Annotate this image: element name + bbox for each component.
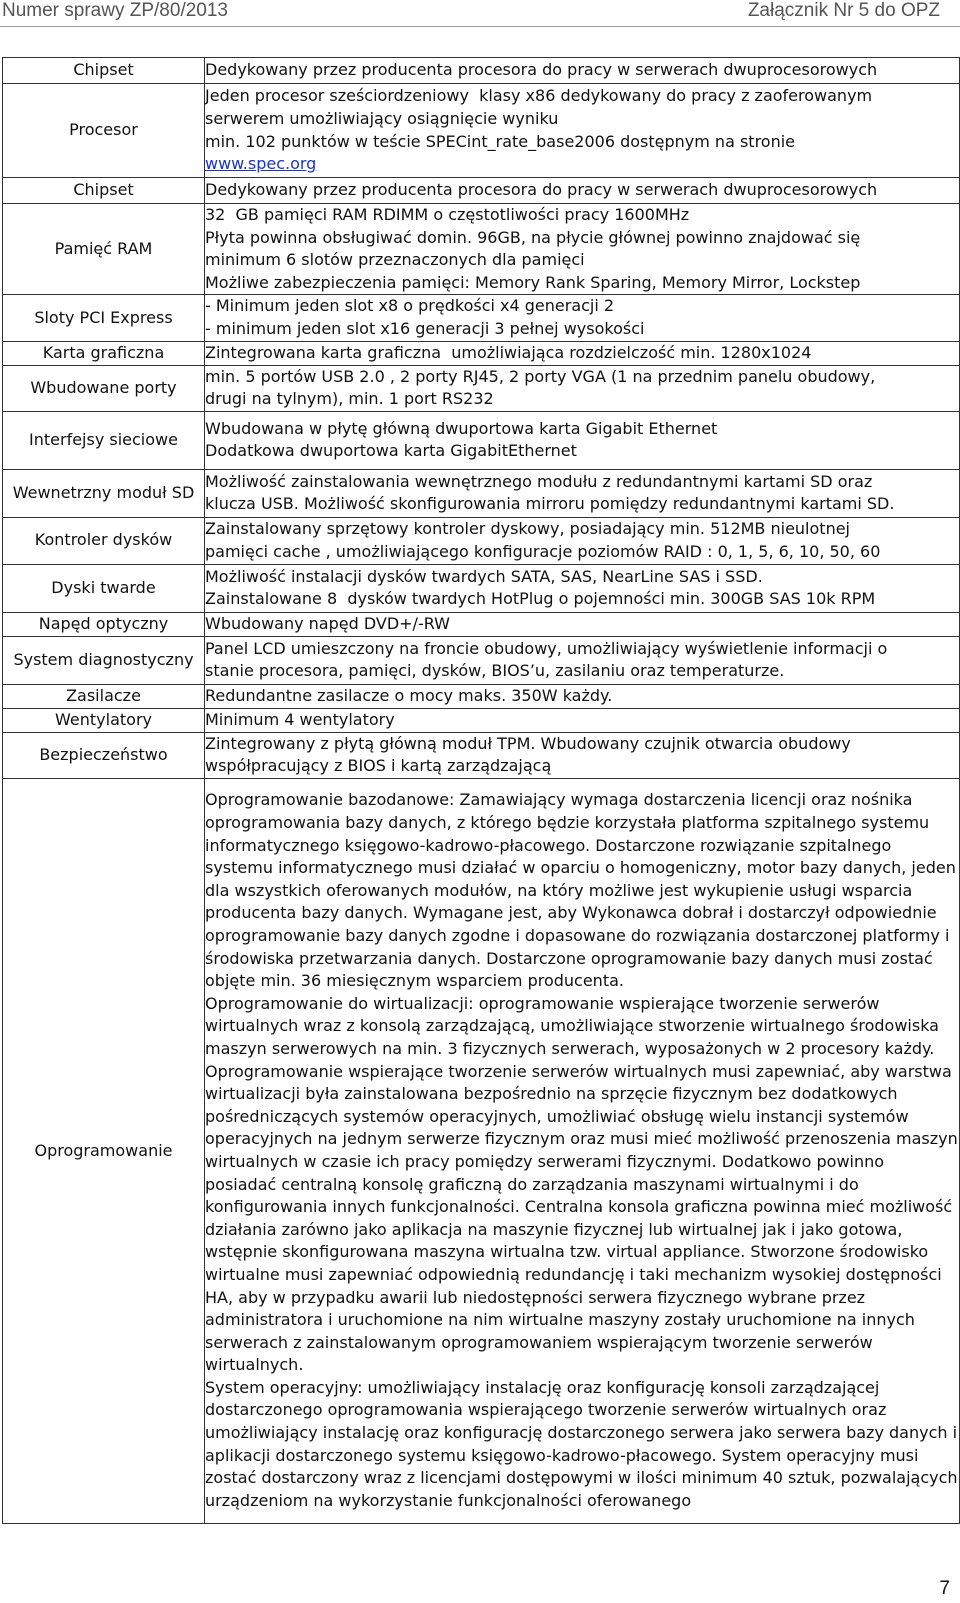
table-row <box>3 517 960 564</box>
value-line: współpracujący z BIOS i kartą zarządzającą <box>205 756 552 776</box>
value-line: Jeden procesor sześciordzeniowy klasy x86 dedykowany do pracy z zaoferowanym <box>205 86 873 106</box>
row-value <box>205 708 960 732</box>
table-row <box>3 612 960 636</box>
row-label: Wbudowane porty <box>3 365 205 411</box>
table-row <box>3 684 960 708</box>
value-line: klucza USB. Możliwość skonfigurowania mirroru pomiędzy redundantnymi kartami SD. <box>205 494 895 514</box>
value-line: Panel LCD umieszczony na froncie obudowy, umożliwiający wyświetlenie informacji o <box>205 638 888 658</box>
value-line: Redundantne zasilacze o mocy maks. 350W każdy. <box>205 685 613 705</box>
row-label: Karta graficzna <box>3 341 205 365</box>
row-label: Napęd optyczny <box>3 612 205 636</box>
value-line: Zintegrowany z płytą główną moduł TPM. Wbudowany czujnik otwarcia obudowy <box>205 733 851 753</box>
value-line: - Minimum jeden slot x8 o prędkości x4 generacji 2 <box>205 296 615 316</box>
value-line: Zainstalowane 8 dysków twardych HotPlug o pojemności min. 300GB SAS 10k RPM <box>205 589 876 609</box>
row-label: Kontroler dysków <box>3 517 205 564</box>
value-line: pamięci cache , umożliwiającego konfiguracje poziomów RAID : 0, 1, 5, 6, 10, 50, 60 <box>205 541 881 561</box>
table-row <box>3 469 960 517</box>
value-line: Możliwość instalacji dysków twardych SATA, SAS, NearLine SAS i SSD. <box>205 566 763 586</box>
spec-website-link[interactable]: www.spec.org <box>205 154 317 174</box>
row-label: Dyski twarde <box>3 564 205 612</box>
table-row <box>3 365 960 411</box>
row-value <box>205 365 960 411</box>
value-line: serwerem umożliwiający osiągnięcie wyniku <box>205 108 559 128</box>
value-line: min. 5 portów USB 2.0 , 2 porty RJ45, 2 porty VGA (1 na przednim panelu obudowy, <box>205 366 876 386</box>
table-row <box>3 341 960 365</box>
row-label: Zasilacze <box>3 684 205 708</box>
table-row <box>3 636 960 684</box>
row-label: Sloty PCI Express <box>3 295 205 341</box>
table-row <box>3 58 960 84</box>
value-line: Minimum 4 wentylatory <box>205 709 395 729</box>
value-line: Wbudowana w płytę główną dwuportowa karta Gigabit Ethernet <box>205 418 718 438</box>
row-value <box>205 469 960 517</box>
row-label: Interfejsy sieciowe <box>3 411 205 469</box>
row-label: Pamięć RAM <box>3 204 205 295</box>
row-value <box>205 636 960 684</box>
row-label: System diagnostyczny <box>3 636 205 684</box>
value-line: Możliwe zabezpieczenia pamięci: Memory Rank Sparing, Memory Mirror, Lockstep <box>205 272 861 292</box>
row-value <box>205 732 960 778</box>
row-value <box>205 612 960 636</box>
value-paragraph: System operacyjny: umożliwiający instalację oraz konfigurację konsoli zarządzającej dostarczonego oprogramowania wspierającego tworzenie serwerów wirtualnych oraz umożliwiający instalację oraz konfigurację dostarczonego serwera jako serwera bazy danych i aplikacji dostarczonego systemu księgowo-kadrowo-płacowego. System operacyjny musi zostać dostarczony wraz z licencjami dostępowymi w ilości minimum 40 sztuk, pozwalających urządzeniom na wykorzystanie funkcjonalności oferowanego <box>205 1377 958 1510</box>
row-value <box>205 178 960 204</box>
header-case-number: Numer sprawy ZP/80/2013 <box>2 0 228 21</box>
table-row <box>3 178 960 204</box>
table-row <box>3 564 960 612</box>
value-line: Dedykowany przez producenta procesora do pracy w serwerach dwuprocesorowych <box>205 60 878 80</box>
table-row <box>3 411 960 469</box>
row-label: Chipset <box>3 58 205 84</box>
table-row <box>3 295 960 341</box>
value-line: Możliwość zainstalowania wewnętrznego modułu z redundantnymi kartami SD oraz <box>205 471 873 491</box>
value-line: Płyta powinna obsługiwać domin. 96GB, na płycie głównej powinno znajdować się <box>205 227 861 247</box>
value-line: Dedykowany przez producenta procesora do pracy w serwerach dwuprocesorowych <box>205 180 878 200</box>
row-value <box>205 517 960 564</box>
row-value <box>205 58 960 84</box>
row-value <box>205 295 960 341</box>
table-row <box>3 778 960 1523</box>
table-row <box>3 732 960 778</box>
table-row <box>3 204 960 295</box>
value-line: Zintegrowana karta graficzna umożliwiająca rozdzielczość min. 1280x1024 <box>205 342 812 362</box>
value-line: min. 102 punktów w teście SPECint_rate_base2006 dostępnym na stronie <box>205 131 796 151</box>
row-label: Wewnetrzny moduł SD <box>3 469 205 517</box>
row-value <box>205 564 960 612</box>
row-label: Wentylatory <box>3 708 205 732</box>
page-number: 7 <box>939 1578 950 1599</box>
row-value <box>205 204 960 295</box>
value-line: - minimum jeden slot x16 generacji 3 pełnej wysokości <box>205 318 645 338</box>
value-line: drugi na tylnym), min. 1 port RS232 <box>205 389 494 409</box>
header-divider <box>0 26 960 27</box>
row-value <box>205 684 960 708</box>
value-line: 32 GB pamięci RAM RDIMM o częstotliwości pracy 1600MHz <box>205 205 690 224</box>
value-paragraph: Oprogramowanie bazodanowe: Zamawiający wymaga dostarczenia licencji oraz nośnika oprogramowania bazy danych, z którego będzie korzystała platforma szpitalnego systemu informatycznego księgowo-kadrowo-płacowego. Dostarczone rozwiązanie szpitalnego systemu informatycznego musi działać w oparciu o homogeniczny, motor bazy danych, jeden dla wszystkich oferowanych modułów, na który możliwe jest wykupienie usługi wsparcia producenta bazy danych. Wymagane jest, aby Wykonawca dobrał i dostarczył odpowiednie oprogramowanie bazy danych zgodne i dopasowane do rozwiązania dostarczonej platformy i środowiska przetwarzania danych. Dostarczone oprogramowanie bazy danych musi zostać objęte min. 36 miesięcznym wsparciem producenta. <box>205 790 956 991</box>
row-label: Procesor <box>3 84 205 178</box>
table-row <box>3 708 960 732</box>
value-line: Dodatkowa dwuportowa karta GigabitEthernet <box>205 441 577 461</box>
row-label: Chipset <box>3 178 205 204</box>
row-label: Bezpieczeństwo <box>3 732 205 778</box>
row-value <box>205 341 960 365</box>
row-value <box>205 411 960 469</box>
row-value <box>205 84 960 178</box>
row-label: Oprogramowanie <box>3 778 205 1523</box>
specification-table <box>2 57 960 1524</box>
row-value <box>205 778 960 1523</box>
value-line: minimum 6 slotów przeznaczonych dla pamięci <box>205 250 585 270</box>
value-line: stanie procesora, pamięci, dysków, BIOS’u, zasilaniu oraz temperaturze. <box>205 661 785 681</box>
table-row <box>3 84 960 178</box>
header-attachment: Załącznik Nr 5 do OPZ <box>747 0 940 21</box>
value-paragraph: Oprogramowanie do wirtualizacji: oprogramowanie wspierające tworzenie serwerów wirtualnych wraz z konsolą zarządzającą, umożliwiające stworzenie wirtualnego środowiska maszyn serwerowych na min. 3 fizycznych serwerach, wyposażonych w 2 procesory każdy. Oprogramowanie wspierające tworzenie serwerów wirtualnych musi zapewniać, aby warstwa wirtualizacji była zainstalowana bezpośrednio na sprzęcie fizycznym bez dodatkowych pośredniczących systemów operacyjnych, umożliwiać obsługę wielu instancji systemów operacyjnych na jednym serwerze fizycznym oraz musi mieć możliwość przenoszenia maszyn wirtualnych w czasie ich pracy pomiędzy serwerami fizycznymi. Dodatkowo powinno posiadać centralną konsolę graficzną do zarządzania maszynami wirtualnymi i do konfigurowania innych funkcjonalności. Centralna konsola graficzna powinna mieć możliwość działania zarówno jako aplikacja na maszynie fizycznej lub wirtualnej jak i jako gotowa, wstępnie skonfigurowana maszyna wirtualna tzw. virtual appliance. Stworzone środowisko wirtualne musi zapewniać odpowiednią redundancję i taki mechanizm wysokiej dostępności HA, aby w przypadku awarii lub niedostępności serwera fizycznego wybrane przez administratora i uruchomione na nim wirtualne maszyny zostały uruchomione na innych serwerach z zainstalowanym oprogramowaniem wspierającym tworzenie serwerów wirtualnych. <box>205 993 958 1375</box>
value-line: Wbudowany napęd DVD+/-RW <box>205 613 450 633</box>
value-line: Zainstalowany sprzętowy kontroler dyskowy, posiadający min. 512MB nieulotnej <box>205 519 850 539</box>
